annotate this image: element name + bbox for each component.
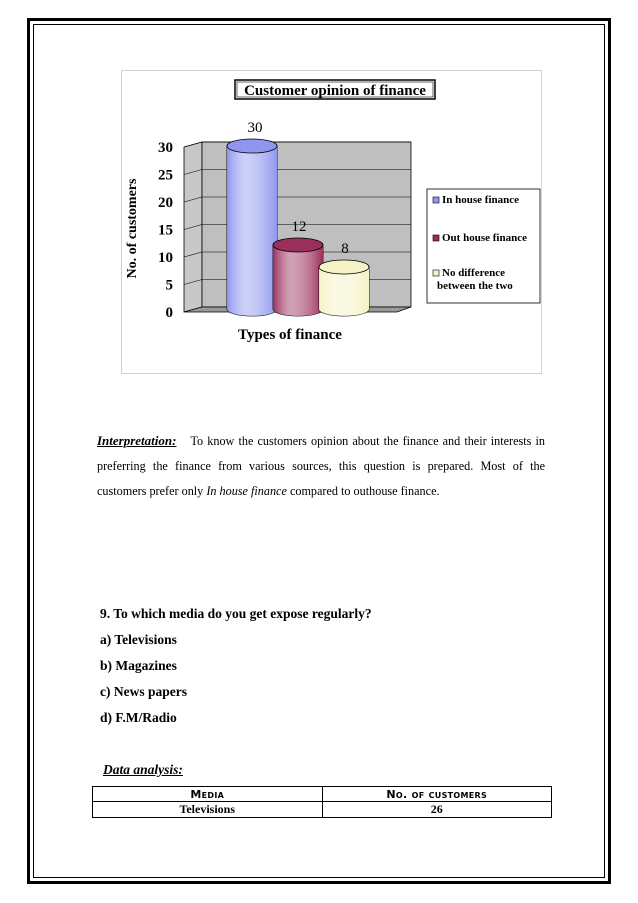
question-option-b: b) Magazines	[100, 658, 177, 673]
table-row	[93, 802, 552, 818]
chart-container	[121, 70, 542, 374]
legend-label: Out house finance	[442, 232, 527, 244]
column-header-media: Media	[93, 787, 323, 802]
bar-value-label: 12	[291, 219, 307, 235]
y-tick-label: 30	[158, 140, 173, 156]
column-header-customers: No. of customers	[322, 787, 552, 802]
bar-cylinder-shade	[227, 146, 277, 316]
y-tick-label: 10	[158, 250, 173, 266]
x-axis-label: Types of finance	[238, 327, 342, 343]
y-tick-label: 20	[158, 195, 173, 211]
y-tick-label: 5	[165, 277, 173, 294]
y-tick-label: 15	[158, 222, 173, 239]
table-header-row	[93, 787, 552, 802]
question-option-a: a) Televisions	[100, 632, 177, 647]
bar-value-label: 30	[247, 120, 263, 136]
bar-chart	[122, 71, 541, 373]
legend-swatch	[433, 270, 439, 276]
interpretation-paragraph	[97, 428, 545, 504]
y-tick-label: 25	[158, 167, 173, 184]
legend-label-cont: between the two	[437, 280, 513, 292]
bar-cylinder-top	[319, 260, 369, 274]
legend-swatch	[433, 197, 439, 203]
interpretation-text-end: compared to outhouse finance.	[286, 484, 440, 498]
data-analysis-label: Data analysis:	[103, 762, 183, 777]
question-title: 9. To which media do you get expose regularly?	[100, 606, 372, 621]
legend-label: In house finance	[442, 194, 520, 206]
chart-title: Customer opinion of finance	[244, 83, 426, 99]
legend-label: No difference	[442, 267, 506, 279]
interpretation-text: To know the customers opinion about the finance and their interests in preferring the finance from various sources, this question is prepared. Most of the customers prefer only	[97, 434, 545, 498]
bar-value-label: 8	[341, 241, 349, 257]
bar-cylinder-top	[227, 139, 277, 153]
question-option-c: c) News papers	[100, 684, 187, 699]
table-cell-count: 26	[322, 802, 552, 818]
y-axis-label: No. of customers	[125, 178, 140, 279]
media-table	[92, 786, 552, 818]
bar-cylinder-top	[273, 238, 323, 252]
interpretation-emphasis: In house finance	[206, 484, 287, 498]
question-option-d: d) F.M/Radio	[100, 710, 177, 725]
interpretation-label: Interpretation:	[97, 433, 177, 448]
y-tick-label: 0	[165, 305, 173, 321]
legend-swatch	[433, 235, 439, 241]
table-cell-media: Televisions	[93, 802, 323, 818]
bar-cylinder-shade	[273, 245, 323, 316]
